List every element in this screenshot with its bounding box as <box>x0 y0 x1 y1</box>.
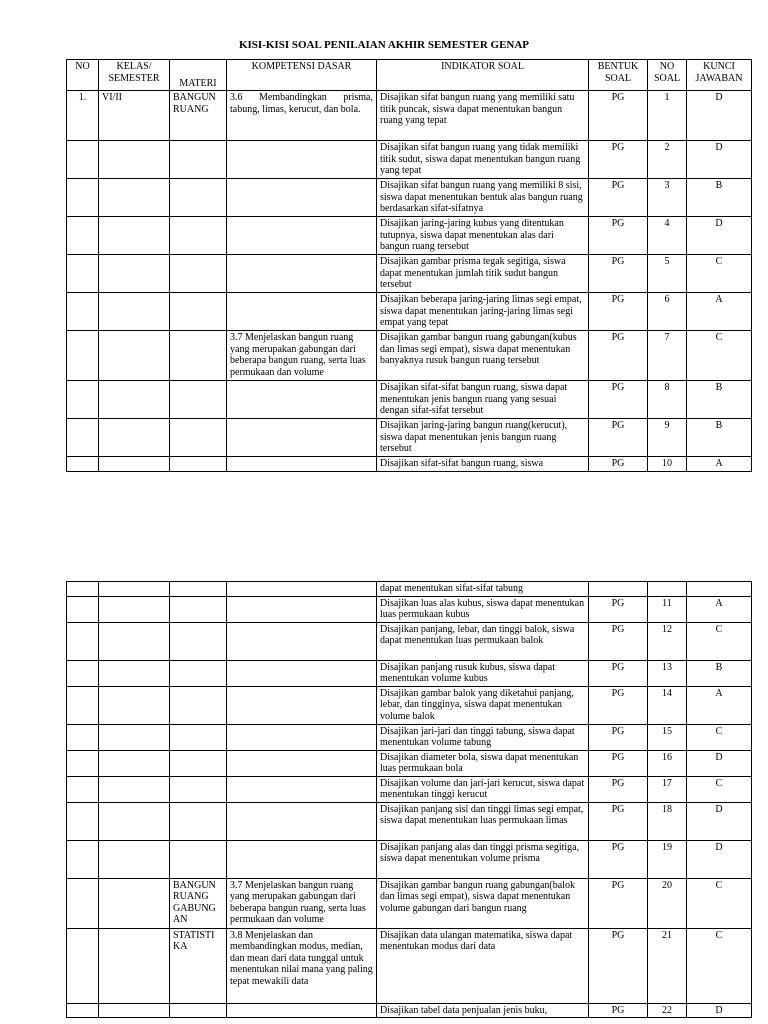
table-row <box>67 331 752 381</box>
table-row <box>67 596 752 622</box>
cell-no <box>67 293 99 331</box>
cell-indikator: Disajikan gambar bangun ruang gabungan(balok dan limas segi empat), siswa dapat menentukan volume gabungan dari bangun ruang <box>377 878 589 928</box>
cell-no-soal: 13 <box>648 660 687 686</box>
cell-materi <box>170 686 227 724</box>
cell-kompetensi-dasar <box>227 686 377 724</box>
cell-materi <box>170 660 227 686</box>
cell-no-soal: 5 <box>648 255 687 293</box>
cell-no-soal: 3 <box>648 179 687 217</box>
cell-indikator: Disajikan beberapa jaring-jaring limas segi empat, siswa dapat menentukan jaring-jaring limas segi empat yang tepat <box>377 293 589 331</box>
cell-kelas <box>99 419 170 457</box>
cell-kunci <box>687 582 752 597</box>
cell-indikator: Disajikan panjang sisi dan tinggi limas segi empat, siswa dapat menentukan luas permukaan limas <box>377 802 589 840</box>
cell-indikator: Disajikan tabel data penjualan jenis buku, <box>377 1003 589 1018</box>
table-row <box>67 776 752 802</box>
cell-kelas <box>99 928 170 1003</box>
cell-indikator: Disajikan gambar balok yang diketahui panjang, lebar, dan tingginya, siswa dapat menentukan volume balok <box>377 686 589 724</box>
cell-bentuk: PG <box>589 840 648 878</box>
cell-materi: BANGUN RUANG <box>170 91 227 141</box>
cell-no-soal: 1 <box>648 91 687 141</box>
cell-no <box>67 419 99 457</box>
cell-kelas <box>99 141 170 179</box>
cell-no <box>67 776 99 802</box>
cell-kunci: D <box>687 91 752 141</box>
cell-kompetensi-dasar: 3.7 Menjelaskan bangun ruang yang merupakan gabungan dari beberapa bangun ruang, serta luas permukaan dan volume <box>227 878 377 928</box>
cell-kunci: D <box>687 750 752 776</box>
cell-kompetensi-dasar <box>227 840 377 878</box>
table-row <box>67 928 752 1003</box>
cell-kompetensi-dasar: 3.6 Membandingkan prisma, tabung, limas, kerucut, dan bola. <box>227 91 377 141</box>
cell-no <box>67 878 99 928</box>
cell-kunci: D <box>687 802 752 840</box>
table-row <box>67 1003 752 1018</box>
cell-kompetensi-dasar <box>227 419 377 457</box>
header-no-soal: NO SOAL <box>648 60 687 91</box>
cell-no-soal: 21 <box>648 928 687 1003</box>
cell-bentuk: PG <box>589 381 648 419</box>
cell-indikator: Disajikan panjang alas dan tinggi prisma segitiga, siswa dapat menentukan volume prisma <box>377 840 589 878</box>
cell-no-soal: 22 <box>648 1003 687 1018</box>
cell-kunci: C <box>687 622 752 660</box>
cell-indikator: Disajikan gambar bangun ruang gabungan(kubus dan limas segi empat), siswa dapat menentukan banyaknya rusuk bangun ruang tersebut <box>377 331 589 381</box>
cell-materi <box>170 750 227 776</box>
cell-bentuk: PG <box>589 724 648 750</box>
cell-kelas <box>99 802 170 840</box>
cell-kunci: C <box>687 331 752 381</box>
cell-bentuk: PG <box>589 776 648 802</box>
cell-no-soal: 15 <box>648 724 687 750</box>
cell-kelas <box>99 660 170 686</box>
cell-no-soal: 6 <box>648 293 687 331</box>
cell-no <box>67 660 99 686</box>
cell-no-soal <box>648 582 687 597</box>
cell-kompetensi-dasar <box>227 724 377 750</box>
cell-indikator: Disajikan jaring-jaring bangun ruang(kerucut), siswa dapat menentukan jenis bangun ruang tersebut <box>377 419 589 457</box>
cell-no <box>67 622 99 660</box>
cell-indikator: Disajikan luas alas kubus, siswa dapat menentukan luas permukaan kubus <box>377 596 589 622</box>
cell-no-soal: 7 <box>648 331 687 381</box>
cell-kompetensi-dasar <box>227 750 377 776</box>
cell-kunci: A <box>687 293 752 331</box>
cell-no-soal: 12 <box>648 622 687 660</box>
cell-no-soal: 16 <box>648 750 687 776</box>
cell-no-soal: 8 <box>648 381 687 419</box>
cell-bentuk: PG <box>589 1003 648 1018</box>
cell-kelas <box>99 381 170 419</box>
table-row <box>67 419 752 457</box>
header-kelas-semester: KELAS/ SEMESTER <box>99 60 170 91</box>
cell-materi <box>170 141 227 179</box>
table-header-row <box>67 60 752 91</box>
cell-no-soal: 20 <box>648 878 687 928</box>
header-bentuk-soal: BENTUK SOAL <box>589 60 648 91</box>
cell-kunci: B <box>687 179 752 217</box>
cell-kelas <box>99 1003 170 1018</box>
header-kunci-jawaban: KUNCI JAWABAN <box>687 60 752 91</box>
cell-bentuk: PG <box>589 255 648 293</box>
cell-kompetensi-dasar <box>227 381 377 419</box>
cell-bentuk: PG <box>589 419 648 457</box>
cell-kompetensi-dasar <box>227 660 377 686</box>
cell-no-soal: 4 <box>648 217 687 255</box>
cell-kompetensi-dasar <box>227 217 377 255</box>
header-indikator-soal: INDIKATOR SOAL <box>377 60 589 91</box>
cell-materi: STATISTI KA <box>170 928 227 1003</box>
cell-kompetensi-dasar <box>227 293 377 331</box>
page-title: KISI-KISI SOAL PENILAIAN AKHIR SEMESTER GENAP <box>238 39 530 51</box>
cell-bentuk <box>589 582 648 597</box>
cell-materi <box>170 596 227 622</box>
cell-no-soal: 10 <box>648 457 687 472</box>
cell-kompetensi-dasar <box>227 802 377 840</box>
cell-materi <box>170 724 227 750</box>
cell-no-soal: 18 <box>648 802 687 840</box>
cell-bentuk: PG <box>589 928 648 1003</box>
cell-no-soal: 17 <box>648 776 687 802</box>
cell-indikator: Disajikan diameter bola, siswa dapat menentukan luas permukaan bola <box>377 750 589 776</box>
cell-indikator: Disajikan panjang rusuk kubus, siswa dapat menentukan volume kubus <box>377 660 589 686</box>
cell-materi <box>170 179 227 217</box>
cell-kompetensi-dasar <box>227 141 377 179</box>
cell-bentuk: PG <box>589 750 648 776</box>
cell-kunci: C <box>687 776 752 802</box>
cell-no <box>67 381 99 419</box>
cell-no <box>67 596 99 622</box>
cell-indikator: Disajikan data ulangan matematika, siswa dapat menentukan modus dari data <box>377 928 589 1003</box>
cell-kompetensi-dasar <box>227 1003 377 1018</box>
cell-kelas <box>99 331 170 381</box>
cell-kelas <box>99 622 170 660</box>
cell-kunci: A <box>687 457 752 472</box>
cell-kelas <box>99 724 170 750</box>
cell-kunci: C <box>687 928 752 1003</box>
cell-no <box>67 141 99 179</box>
cell-kunci: A <box>687 596 752 622</box>
kisi-kisi-table-page-1 <box>66 59 752 472</box>
cell-materi <box>170 217 227 255</box>
cell-materi <box>170 802 227 840</box>
cell-bentuk: PG <box>589 331 648 381</box>
cell-kunci: B <box>687 660 752 686</box>
cell-bentuk: PG <box>589 622 648 660</box>
cell-kompetensi-dasar <box>227 255 377 293</box>
table-row <box>67 293 752 331</box>
kisi-kisi-table-page-2 <box>66 581 752 1018</box>
cell-kompetensi-dasar <box>227 179 377 217</box>
cell-kunci: C <box>687 878 752 928</box>
cell-kelas <box>99 217 170 255</box>
table-row <box>67 582 752 597</box>
table-row <box>67 381 752 419</box>
cell-bentuk: PG <box>589 91 648 141</box>
cell-kelas <box>99 255 170 293</box>
cell-no <box>67 217 99 255</box>
table-row <box>67 750 752 776</box>
header-materi: MATERI <box>170 60 227 91</box>
cell-materi <box>170 840 227 878</box>
cell-bentuk: PG <box>589 141 648 179</box>
cell-indikator: Disajikan sifat-sifat bangun ruang, siswa <box>377 457 589 472</box>
cell-kelas <box>99 686 170 724</box>
cell-bentuk: PG <box>589 686 648 724</box>
cell-bentuk: PG <box>589 457 648 472</box>
cell-no <box>67 255 99 293</box>
cell-kompetensi-dasar <box>227 776 377 802</box>
cell-kunci: C <box>687 255 752 293</box>
cell-no-soal: 14 <box>648 686 687 724</box>
cell-kompetensi-dasar: 3.7 Menjelaskan bangun ruang yang merupakan gabungan dari beberapa bangun ruang, serta luas permukaan dan volume <box>227 331 377 381</box>
cell-materi <box>170 419 227 457</box>
cell-no <box>67 457 99 472</box>
cell-kelas <box>99 750 170 776</box>
cell-materi <box>170 582 227 597</box>
cell-indikator: Disajikan jaring-jaring kubus yang ditentukan tutupnya, siswa dapat menentukan alas dari bangun ruang tersebut <box>377 217 589 255</box>
cell-kunci: A <box>687 686 752 724</box>
cell-kelas <box>99 878 170 928</box>
cell-materi <box>170 622 227 660</box>
cell-no <box>67 928 99 1003</box>
cell-materi <box>170 331 227 381</box>
cell-kunci: D <box>687 840 752 878</box>
table-row <box>67 878 752 928</box>
cell-bentuk: PG <box>589 217 648 255</box>
cell-kompetensi-dasar <box>227 457 377 472</box>
table-row <box>67 255 752 293</box>
cell-kompetensi-dasar <box>227 622 377 660</box>
cell-no <box>67 1003 99 1018</box>
cell-indikator: Disajikan sifat bangun ruang yang memiliki 8 sisi, siswa dapat menentukan bentuk alas bangun ruang berdasarkan sifat-sifatnya <box>377 179 589 217</box>
cell-indikator: Disajikan sifat bangun ruang yang memiliki satu titik puncak, siswa dapat menentukan bangun ruang yang tepat <box>377 91 589 141</box>
cell-materi <box>170 1003 227 1018</box>
cell-materi <box>170 381 227 419</box>
cell-indikator: Disajikan gambar prisma tegak segitiga, siswa dapat menentukan jumlah titik sudut bangun tersebut <box>377 255 589 293</box>
cell-indikator: Disajikan sifat-sifat bangun ruang, siswa dapat menentukan jenis bangun ruang yang sesuai dengan sifat-sifat tersebut <box>377 381 589 419</box>
cell-no <box>67 582 99 597</box>
cell-materi <box>170 457 227 472</box>
cell-bentuk: PG <box>589 878 648 928</box>
table-row <box>67 686 752 724</box>
table-row <box>67 802 752 840</box>
cell-no <box>67 750 99 776</box>
cell-materi <box>170 255 227 293</box>
table-row <box>67 622 752 660</box>
cell-bentuk: PG <box>589 293 648 331</box>
cell-kunci: D <box>687 1003 752 1018</box>
cell-kelas: VI/II <box>99 91 170 141</box>
cell-kompetensi-dasar: 3.8 Menjelaskan dan membandingkan modus, median, dan mean dari data tunggal untuk menentukan nilai mana yang paling tepat mewakili data <box>227 928 377 1003</box>
cell-kunci: D <box>687 141 752 179</box>
cell-no <box>67 331 99 381</box>
cell-kunci: B <box>687 381 752 419</box>
cell-kelas <box>99 776 170 802</box>
cell-indikator: Disajikan jari-jari dan tinggi tabung, siswa dapat menentukan volume tabung <box>377 724 589 750</box>
cell-indikator: Disajikan sifat bangun ruang yang tidak memiliki titik sudut, siswa dapat menentukan bangun ruang yang tepat <box>377 141 589 179</box>
cell-kunci: B <box>687 419 752 457</box>
cell-no: 1. <box>67 91 99 141</box>
cell-no-soal: 2 <box>648 141 687 179</box>
table-row <box>67 217 752 255</box>
cell-no <box>67 840 99 878</box>
cell-materi: BANGUN RUANG GABUNG AN <box>170 878 227 928</box>
cell-materi <box>170 776 227 802</box>
table-row <box>67 660 752 686</box>
cell-kunci: D <box>687 217 752 255</box>
table-row <box>67 91 752 141</box>
header-kompetensi-dasar: KOMPETENSI DASAR <box>227 60 377 91</box>
cell-kelas <box>99 179 170 217</box>
cell-kelas <box>99 596 170 622</box>
cell-bentuk: PG <box>589 802 648 840</box>
table-row <box>67 141 752 179</box>
cell-no-soal: 19 <box>648 840 687 878</box>
cell-indikator: Disajikan panjang, lebar, dan tinggi balok, siswa dapat menentukan luas permukaan balok <box>377 622 589 660</box>
cell-no <box>67 686 99 724</box>
cell-materi <box>170 293 227 331</box>
cell-bentuk: PG <box>589 596 648 622</box>
cell-kelas <box>99 840 170 878</box>
cell-kompetensi-dasar <box>227 582 377 597</box>
header-no: NO <box>67 60 99 91</box>
cell-indikator: dapat menentukan sifat-sifat tabung <box>377 582 589 597</box>
cell-kelas <box>99 457 170 472</box>
cell-no <box>67 724 99 750</box>
cell-no <box>67 802 99 840</box>
cell-no <box>67 179 99 217</box>
table-row <box>67 840 752 878</box>
table-row <box>67 724 752 750</box>
cell-indikator: Disajikan volume dan jari-jari kerucut, siswa dapat menentukan tinggi kerucut <box>377 776 589 802</box>
cell-no-soal: 9 <box>648 419 687 457</box>
cell-bentuk: PG <box>589 179 648 217</box>
cell-bentuk: PG <box>589 660 648 686</box>
cell-kelas <box>99 293 170 331</box>
cell-kelas <box>99 582 170 597</box>
cell-no-soal: 11 <box>648 596 687 622</box>
cell-kunci: C <box>687 724 752 750</box>
table-row <box>67 457 752 472</box>
cell-kompetensi-dasar <box>227 596 377 622</box>
table-row <box>67 179 752 217</box>
